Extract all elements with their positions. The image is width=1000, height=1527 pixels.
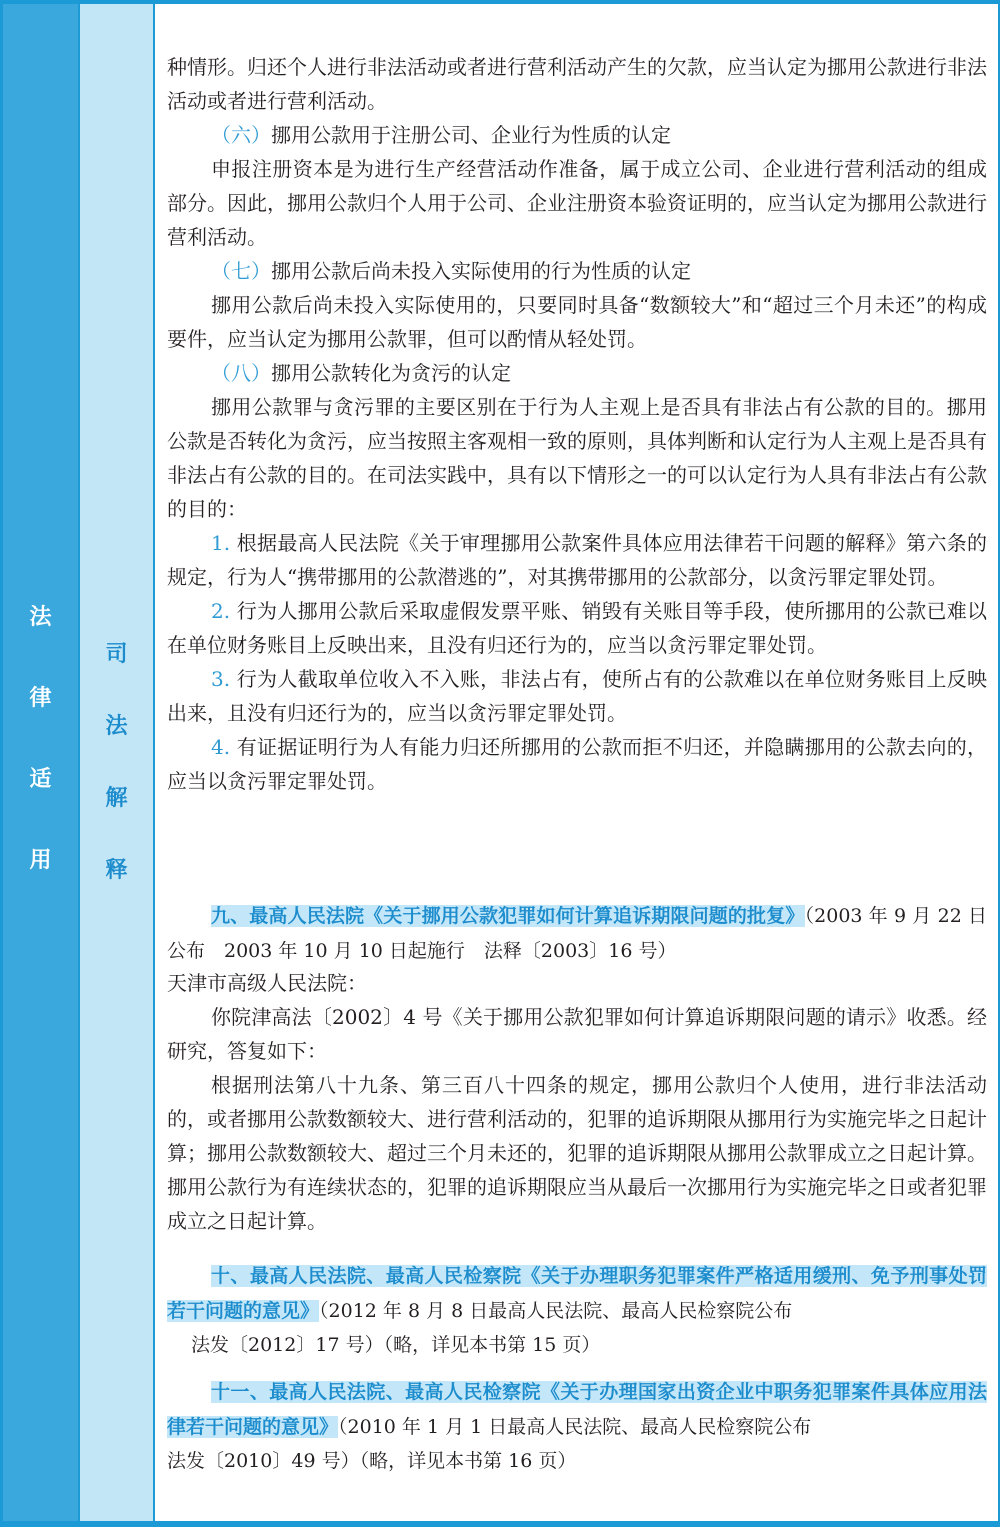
- category-char: 适: [29, 767, 52, 792]
- list-item: [167, 526, 987, 594]
- section-title: 十一、最高人民法院、最高人民检察院《关于办理国家出资企业中职务犯罪案件具体应用法律若干问题的意见》: [167, 1381, 987, 1438]
- heading-text: 挪用公款后尚未投入实际使用的行为性质的认定: [271, 259, 691, 283]
- list-text: 有证据证明行为人有能力归还所挪用的公款而拒不归还，并隐瞒挪用的公款去向的，应当以贪污罪定罪处罚。: [167, 735, 988, 793]
- section-9-body: [167, 966, 987, 1238]
- paragraph: 你院津高法〔2002〕4 号《关于挪用公款犯罪如何计算追诉期限问题的请示》收悉。经研究，答复如下：: [167, 1005, 987, 1063]
- category-char: 律: [29, 686, 52, 711]
- list-text: 根据最高人民法院《关于审理挪用公款案件具体应用法律若干问题的解释》第六条的规定，行为人“携带挪用的公款潜逃的”，对其携带挪用的公款部分，以贪污罪定罪处罚。: [167, 531, 988, 589]
- section-meta: （2012 年 8 月 8 日最高人民法院、最高人民检察院公布: [319, 1300, 793, 1322]
- list-item: [167, 662, 987, 730]
- list-number: 1.: [211, 531, 231, 555]
- heading-text: 挪用公款转化为贪污的认定: [271, 361, 511, 385]
- subcategory-char: 释: [105, 858, 128, 883]
- subcategory-label: [80, 640, 153, 928]
- list-item: [167, 730, 987, 798]
- heading-number: （八）: [211, 361, 271, 385]
- heading-text: 挪用公款用于注册公司、企业行为性质的认定: [271, 123, 671, 147]
- subcategory-char: 解: [105, 786, 128, 811]
- paragraph: 种情形。归还个人进行非法活动或者进行营利活动产生的欠款，应当认定为挪用公款进行非法活动或者进行营利活动。: [167, 55, 987, 113]
- section-meta: （2003 年 9 月 22 日公布 2003 年 10 月 10 日起施行 法释〔2003〕16 号）: [167, 905, 987, 962]
- section-heading-8: [167, 356, 987, 390]
- list-text: 行为人挪用公款后采取虚假发票平账、销毁有关账目等手段，使所挪用的公款已难以在单位财务账目上反映出来，且没有归还行为的，应当以贪污罪定罪处罚。: [167, 599, 988, 657]
- heading-number: （六）: [211, 123, 271, 147]
- subcategory-char: 法: [105, 714, 128, 739]
- section-meta-continued: 法发〔2010〕49 号）（略，详见本书第 16 页）: [167, 1450, 577, 1472]
- section-9-heading: [167, 898, 987, 968]
- list-item: [167, 594, 987, 662]
- paragraph: 挪用公款后尚未投入实际使用的，只要同时具备“数额较大”和“超过三个月未还”的构成要件，应当认定为挪用公款罪，但可以酌情从轻处罚。: [167, 293, 987, 351]
- heading-number: （七）: [211, 259, 271, 283]
- paragraph: 挪用公款罪与贪污罪的主要区别在于行为人主观上是否具有非法占有公款的目的。挪用公款是否转化为贪污，应当按照主客观相一致的原则，具体判断和认定行为人主观上是否具有非法占有公款的目的。在司法实践中，具有以下情形之一的可以认定行为人具有非法占有公款的目的：: [167, 395, 987, 521]
- section-11-heading: [167, 1374, 987, 1478]
- category-char: 法: [29, 605, 52, 630]
- list-number: 4.: [211, 735, 231, 759]
- section-10-heading: [167, 1258, 987, 1362]
- section-meta-continued: 法发〔2012〕17 号）（略，详见本书第 15 页）: [191, 1334, 601, 1356]
- category-char: 用: [29, 848, 52, 873]
- section-meta: （2010 年 1 月 1 日最高人民法院、最高人民检察院公布: [338, 1416, 812, 1438]
- list-number: 3.: [211, 667, 231, 691]
- list-number: 2.: [211, 599, 231, 623]
- paragraph: 根据刑法第八十九条、第三百八十四条的规定，挪用公款归个人使用，进行非法活动的，或者挪用公款数额较大、进行营利活动的，犯罪的追诉期限从挪用行为实施完毕之日起计算；挪用公款数额较大、超过三个月未还的，犯罪的追诉期限从挪用公款罪成立之日起计算。挪用公款行为有连续状态的，犯罪的追诉期限应当从最后一次挪用行为实施完毕之日或者犯罪成立之日起计算。: [167, 1073, 987, 1233]
- section-heading-7: [167, 254, 987, 288]
- paragraph: 申报注册资本是为进行生产经营活动作准备，属于成立公司、企业进行营利活动的组成部分。因此，挪用公款归个人用于公司、企业注册资本验资证明的，应当认定为挪用公款进行营利活动。: [167, 157, 987, 249]
- addressee: 天津市高级人民法院：: [167, 971, 367, 995]
- subcategory-char: 司: [105, 642, 128, 667]
- section-title: 十、最高人民法院、最高人民检察院《关于办理职务犯罪案件严格适用缓刑、免予刑事处罚若干问题的意见》: [167, 1265, 987, 1322]
- list-text: 行为人截取单位收入不入账，非法占有，使所占有的公款难以在单位财务账目上反映出来，且没有归还行为的，应当以贪污罪定罪处罚。: [167, 667, 988, 725]
- section-heading-6: [167, 118, 987, 152]
- section-title: 九、最高人民法院《关于挪用公款犯罪如何计算追诉期限问题的批复》: [211, 905, 805, 927]
- body-text: [167, 50, 987, 798]
- category-label: [3, 598, 78, 922]
